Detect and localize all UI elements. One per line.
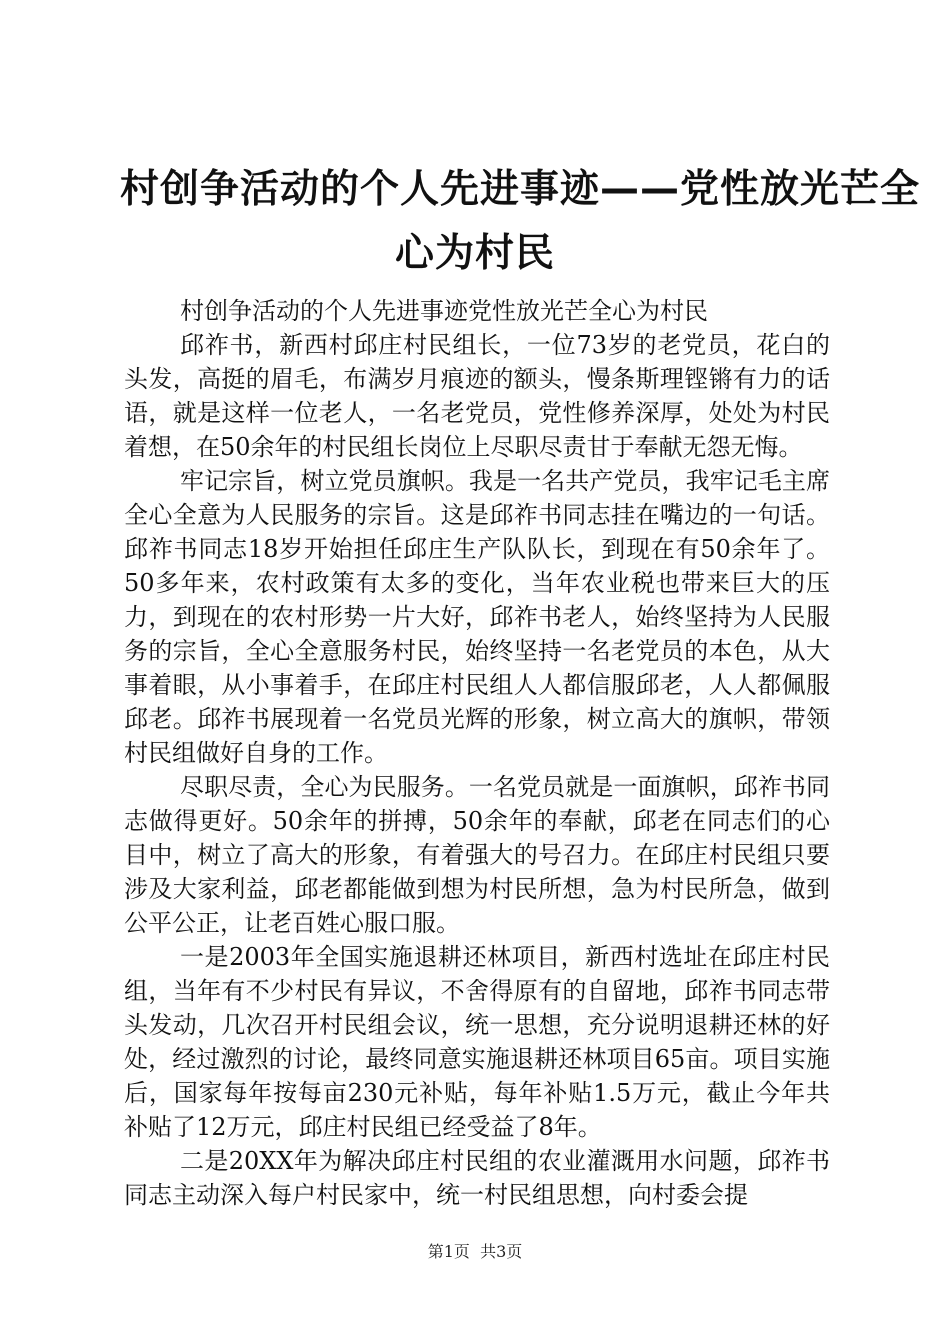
page-number: 第1页 共3页	[427, 1242, 523, 1261]
document-body	[124, 294, 830, 1212]
page-footer	[0, 1241, 950, 1263]
paragraph: 邱祚书，新西村邱庄村民组长，一位73岁的老党员，花白的头发，高挺的眉毛，布满岁月痕迹的额头，慢条斯理铿锵有力的话语，就是这样一位老人，一名老党员，党性修养深厚，处处为村民着想，在50余年的村民组长岗位上尽职尽责甘于奉献无怨无悔。	[124, 331, 830, 461]
paragraph: 尽职尽责，全心为民服务。一名党员就是一面旗帜，邱祚书同志做得更好。50余年的拼搏，50余年的奉献，邱老在同志们的心目中，树立了高大的形象，有着强大的号召力。在邱庄村民组只要涉及大家利益，邱老都能做到想为村民所想，急为村民所急，做到公平公正，让老百姓心服口服。	[124, 773, 830, 937]
paragraph: 牢记宗旨，树立党员旗帜。我是一名共产党员，我牢记毛主席全心全意为人民服务的宗旨。这是邱祚书同志挂在嘴边的一句话。邱祚书同志18岁开始担任邱庄生产队队长，到现在有50余年了。50多年来，农村政策有太多的变化，当年农业税也带来巨大的压力，到现在的农村形势一片大好，邱祚书老人，始终坚持为人民服务的宗旨，全心全意服务村民，始终坚持一名老党员的本色，从大事着眼，从小事着手，在邱庄村民组人人都信服邱老，人人都佩服邱老。邱祚书展现着一名党员光辉的形象，树立高大的旗帜，带领村民组做好自身的工作。	[124, 467, 830, 767]
document-title	[120, 158, 921, 286]
paragraph-subtitle: 村创争活动的个人先进事迹党性放光芒全心为村民	[180, 297, 708, 325]
title-line-1: 村创争活动的个人先进事迹——党性放光芒全	[120, 167, 921, 212]
paragraph: 一是2003年全国实施退耕还林项目，新西村选址在邱庄村民组，当年有不少村民有异议，不舍得原有的自留地，邱祚书同志带头发动，几次召开村民组会议，统一思想，充分说明退耕还林的好处，经过激烈的讨论，最终同意实施退耕还林项目65亩。项目实施后，国家每年按每亩230元补贴，每年补贴1.5万元，截止今年共补贴了12万元，邱庄村民组已经受益了8年。	[124, 943, 830, 1141]
title-line-2: 心为村民	[394, 231, 555, 276]
paragraph: 二是20XX年为解决邱庄村民组的农业灌溉用水问题，邱祚书同志主动深入每户村民家中，统一村民组思想，向村委会提	[124, 1147, 830, 1209]
